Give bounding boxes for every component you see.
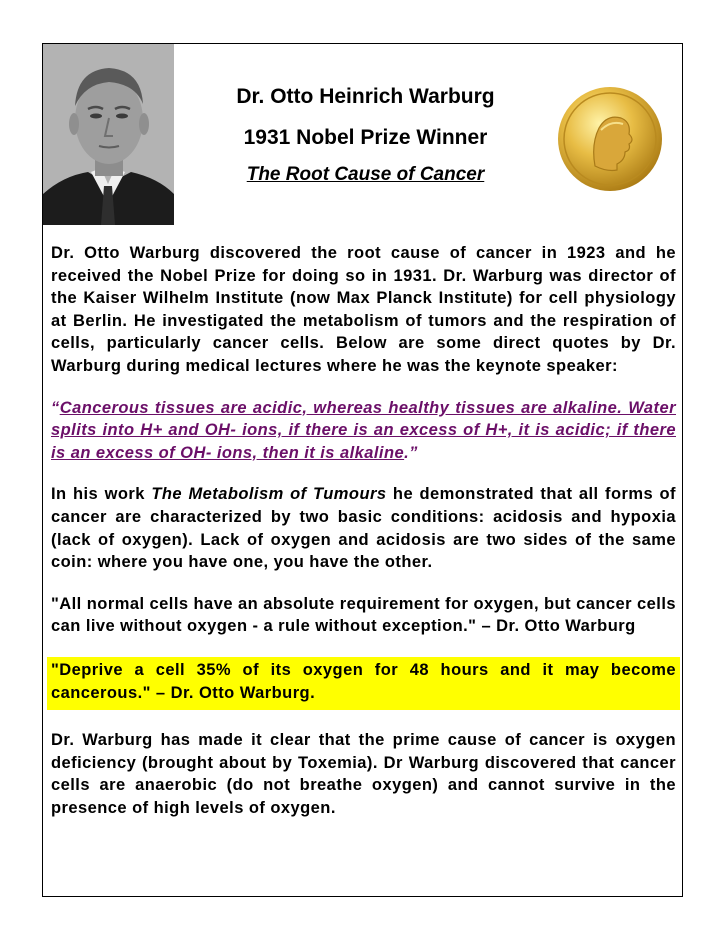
nobel-medal-icon — [555, 84, 665, 194]
intro-paragraph: Dr. Otto Warburg discovered the root cause of cancer in 1923 and he received the Nobel Prize for doing so in 1931. Dr. Warburg was director of the Kaiser Wilhelm Institute (now Max Planck Institute) for cell physiology at Berlin. He investigated the metabolism of tumors and the respiration of cells, particularly cancer cells. Below are some direct quotes by Dr. Warburg during medical lectures where he was the keynote speaker: — [51, 244, 676, 375]
metabolism-paragraph — [51, 483, 676, 573]
article-body — [51, 242, 676, 819]
book-title: The Metabolism of Tumours — [151, 485, 387, 504]
quote-close-mark: .” — [404, 443, 418, 462]
metabolism-intro: In his work — [51, 485, 152, 504]
quote-open-mark: “ — [51, 398, 60, 417]
metabolism-body: he demonstrated that all forms of cancer are characterized by two basic conditions: acidosis and hypoxia (lack of oxygen). Lack of oxygen and acidosis are two sides of the same coin: where you have one, you have the other. — [51, 485, 676, 572]
oxygen-quote: "All normal cells have an absolute requirement for oxygen, but cancer cells can live without oxygen - a rule without exception." – Dr. Otto Warburg — [51, 594, 676, 636]
quote-text: Cancerous tissues are acidic, whereas healthy tissues are alkaline. Water splits into H+ and OH- ions, if there is an excess of H+, it is acidic; if there is an excess of OH- ions, then it is alkaline — [51, 398, 676, 462]
document-frame — [42, 43, 683, 897]
conclusion-paragraph: Dr. Warburg has made it clear that the prime cause of cancer is oxygen deficiency (brought about by Toxemia). Dr Warburg discovered that cancer cells are anaerobic (do not breathe oxygen) and cannot survive in the presence of high levels of oxygen. — [51, 731, 676, 817]
section-heading: The Root Cause of Cancer — [246, 164, 485, 185]
highlighted-quote: "Deprive a cell 35% of its oxygen for 48 hours and it may become cancerous." – Dr. Otto Warburg. — [47, 657, 680, 710]
title-block — [193, 84, 538, 187]
portrait-photo — [43, 44, 174, 225]
page-title: Dr. Otto Heinrich Warburg — [236, 85, 495, 108]
award-subtitle: 1931 Nobel Prize Winner — [243, 126, 488, 149]
acidity-quote — [51, 397, 676, 465]
